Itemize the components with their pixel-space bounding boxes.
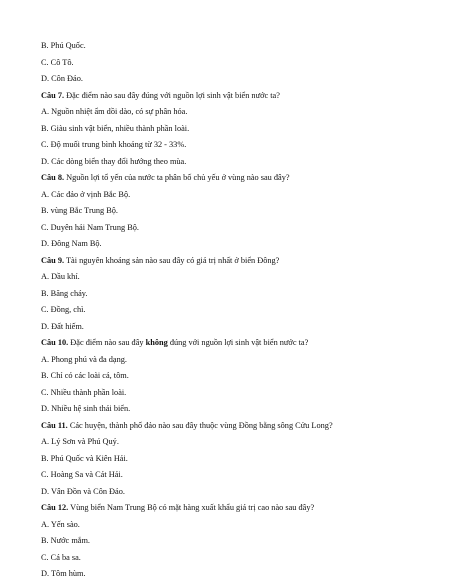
question-10 — [41, 335, 421, 352]
option-line: B. Phú Quốc và Kiên Hải. — [41, 453, 128, 463]
document-page — [41, 38, 421, 583]
question-9 — [41, 253, 421, 270]
option-line: D. Vân Đồn và Côn Đảo. — [41, 486, 125, 496]
option-line: C. Nhiều thành phần loài. — [41, 387, 127, 397]
option-line: A. Phong phú và đa dạng. — [41, 354, 127, 364]
question-text: Nguồn lợi tổ yến của nước ta phân bố chủ yếu ở vùng nào sau đây? — [64, 173, 290, 182]
option-line: C. Duyên hải Nam Trung Bộ. — [41, 222, 139, 232]
emphasis-word: không — [145, 338, 168, 347]
option-line: B. Nước mắm. — [41, 536, 90, 545]
option-line: B. vùng Bắc Trung Bộ. — [41, 206, 118, 215]
question-label: Câu 8. — [41, 173, 65, 182]
question-text: Đặc điểm nào sau đây đúng với nguồn lợi sinh vật biển nước ta? — [64, 90, 280, 100]
option-line: A. Yến sào. — [41, 519, 80, 529]
option-line: D. Tôm hùm. — [41, 569, 86, 578]
question-11 — [41, 418, 421, 435]
question-text-before: Đặc điểm nào sau đây — [68, 338, 146, 347]
option-line: D. Các dòng biển thay đổi hướng theo mùa. — [41, 156, 187, 166]
question-label: Câu 12. — [41, 503, 69, 512]
question-text-after: đúng với nguồn lợi sinh vật biển nước ta? — [167, 338, 309, 347]
option-line: B. Giàu sinh vật biển, nhiều thành phần loài. — [41, 123, 190, 133]
question-label: Câu 11. — [41, 420, 68, 430]
option-line: C. Cá ba sa. — [41, 552, 81, 562]
option-line: B. Băng cháy. — [41, 288, 88, 298]
option-line: B. Chỉ có các loài cá, tôm. — [41, 371, 129, 380]
option-line: A. Các đảo ở vịnh Bắc Bộ. — [41, 189, 131, 199]
option-line: C. Hoàng Sa và Cát Hải. — [41, 470, 123, 479]
option-line: D. Đông Nam Bộ. — [41, 239, 102, 248]
option-line: D. Đất hiếm. — [41, 321, 84, 331]
question-label: Câu 9. — [41, 255, 65, 265]
question-label: Câu 7. — [41, 90, 65, 100]
question-text: Tài nguyên khoáng sản nào sau đây có giá trị nhất ở biển Đông? — [64, 255, 280, 265]
question-7 — [41, 88, 421, 105]
option-line: C. Độ muối trung bình khoảng từ 32 - 33%. — [41, 140, 187, 149]
option-line: C. Cô Tô. — [41, 57, 74, 67]
option-line: D. Côn Đảo. — [41, 74, 83, 83]
question-label: Câu 10. — [41, 338, 69, 347]
option-line: A. Nguồn nhiệt ẩm dồi dào, có sự phân hóa. — [41, 107, 188, 116]
option-line: A. Lý Sơn và Phú Quý. — [41, 437, 119, 446]
question-8 — [41, 170, 421, 187]
option-line: D. Nhiều hệ sinh thái biển. — [41, 404, 131, 413]
option-line: C. Đồng, chì. — [41, 305, 86, 314]
option-line: B. Phú Quốc. — [41, 41, 86, 50]
question-12 — [41, 500, 421, 517]
question-text: Vùng biển Nam Trung Bộ có mặt hàng xuất khẩu giá trị cao nào sau đây? — [68, 503, 315, 512]
question-text: Các huyện, thành phố đảo nào sau đây thuộc vùng Đồng bằng sông Cửu Long? — [67, 420, 333, 430]
option-line: A. Dầu khí. — [41, 272, 80, 281]
